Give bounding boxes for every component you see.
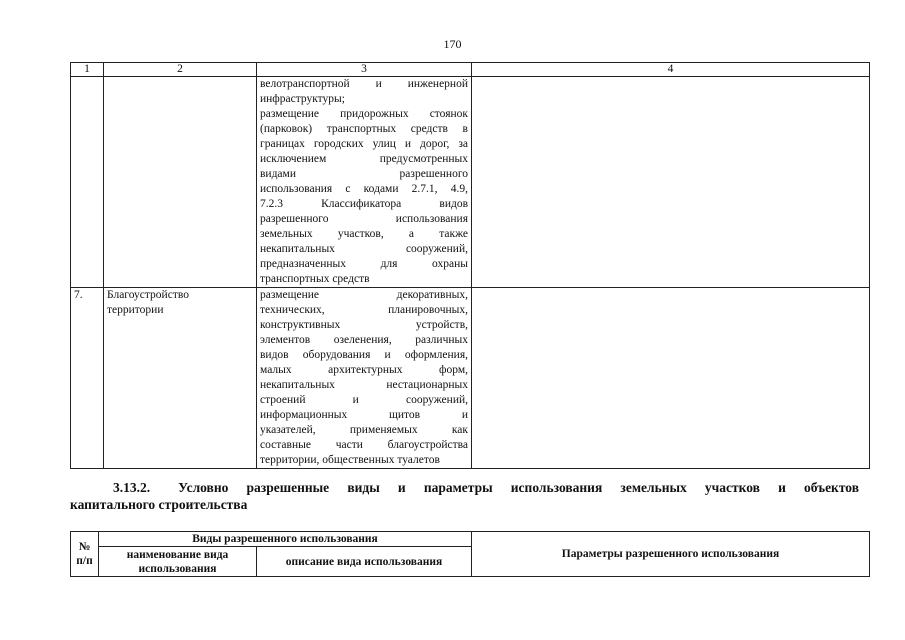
header-col-4: 4	[472, 63, 870, 77]
section-title-line-1: Условно разрешенные виды и параметры использования земельных участков и объектов	[178, 480, 859, 495]
description-line: некапитальных нестационарных	[260, 379, 468, 391]
table-row	[71, 77, 870, 288]
description-line: информационных щитов и	[260, 409, 468, 421]
use-name-cell	[104, 77, 257, 288]
use-name-line: территории	[107, 304, 164, 316]
section-heading-line-1	[70, 479, 859, 496]
table-header-row	[71, 532, 870, 547]
header-col-3: 3	[257, 63, 472, 77]
description-line: предназначенных для охраны	[260, 258, 468, 270]
header-col-2: 2	[104, 63, 257, 77]
description-line: использования с кодами 2.7.1, 4.9,	[260, 183, 468, 195]
conditional-uses-table	[70, 531, 870, 577]
description-line: разрешенного использования	[260, 213, 468, 225]
header-col-1: 1	[71, 63, 104, 77]
section-heading	[70, 479, 859, 513]
description-line: некапитальных сооружений,	[260, 243, 468, 255]
section-number: 3.13.2.	[113, 480, 151, 495]
description-line: границах городских улиц и дорог, за	[260, 138, 468, 150]
parameters-cell	[472, 77, 870, 288]
description-line: размещение придорожных стоянок	[260, 108, 468, 120]
header-uses-group: Виды разрешенного использования	[99, 532, 472, 547]
description-line: исключением предусмотренных	[260, 153, 468, 165]
description-line: размещение декоративных,	[260, 289, 468, 301]
use-name-cell	[104, 288, 257, 469]
header-number: № п/п	[71, 532, 99, 577]
table-header-row	[71, 63, 870, 77]
header-use-name: наименование вида использования	[99, 547, 257, 577]
description-line: велотранспортной и инженерной	[260, 78, 468, 90]
table-row	[71, 288, 870, 469]
header-use-description: описание вида использования	[257, 547, 472, 577]
description-line: технических, планировочных,	[260, 304, 468, 316]
row-number-cell: 7.	[71, 288, 104, 469]
description-line: элементов озеленения, различных	[260, 334, 468, 346]
description-line: конструктивных устройств,	[260, 319, 468, 331]
description-line: указателей, применяемых как	[260, 424, 468, 436]
section-title-line-2: капитального строительства	[70, 497, 248, 512]
description-line: территории, общественных туалетов	[260, 454, 440, 466]
header-parameters: Параметры разрешенного использования	[472, 532, 870, 577]
permitted-uses-table	[70, 62, 870, 469]
description-line: земельных участков, а также	[260, 228, 468, 240]
description-line: инфраструктуры;	[260, 93, 345, 105]
use-name-line: Благоустройство	[107, 289, 189, 301]
use-description-cell	[257, 77, 472, 288]
description-line: составные части благоустройства	[260, 439, 468, 451]
description-line: видами разрешенного	[260, 168, 468, 180]
description-line: малых архитектурных форм,	[260, 364, 468, 376]
page-number: 170	[443, 37, 462, 51]
parameters-cell	[472, 288, 870, 469]
use-description-cell	[257, 288, 472, 469]
description-line: 7.2.3 Классификатора видов	[260, 198, 468, 210]
description-line: транспортных средств	[260, 273, 370, 285]
description-line: видов оборудования и оформления,	[260, 349, 468, 361]
row-number-cell	[71, 77, 104, 288]
description-line: строений и сооружений,	[260, 394, 468, 406]
description-line: (парковок) транспортных средств в	[260, 123, 468, 135]
